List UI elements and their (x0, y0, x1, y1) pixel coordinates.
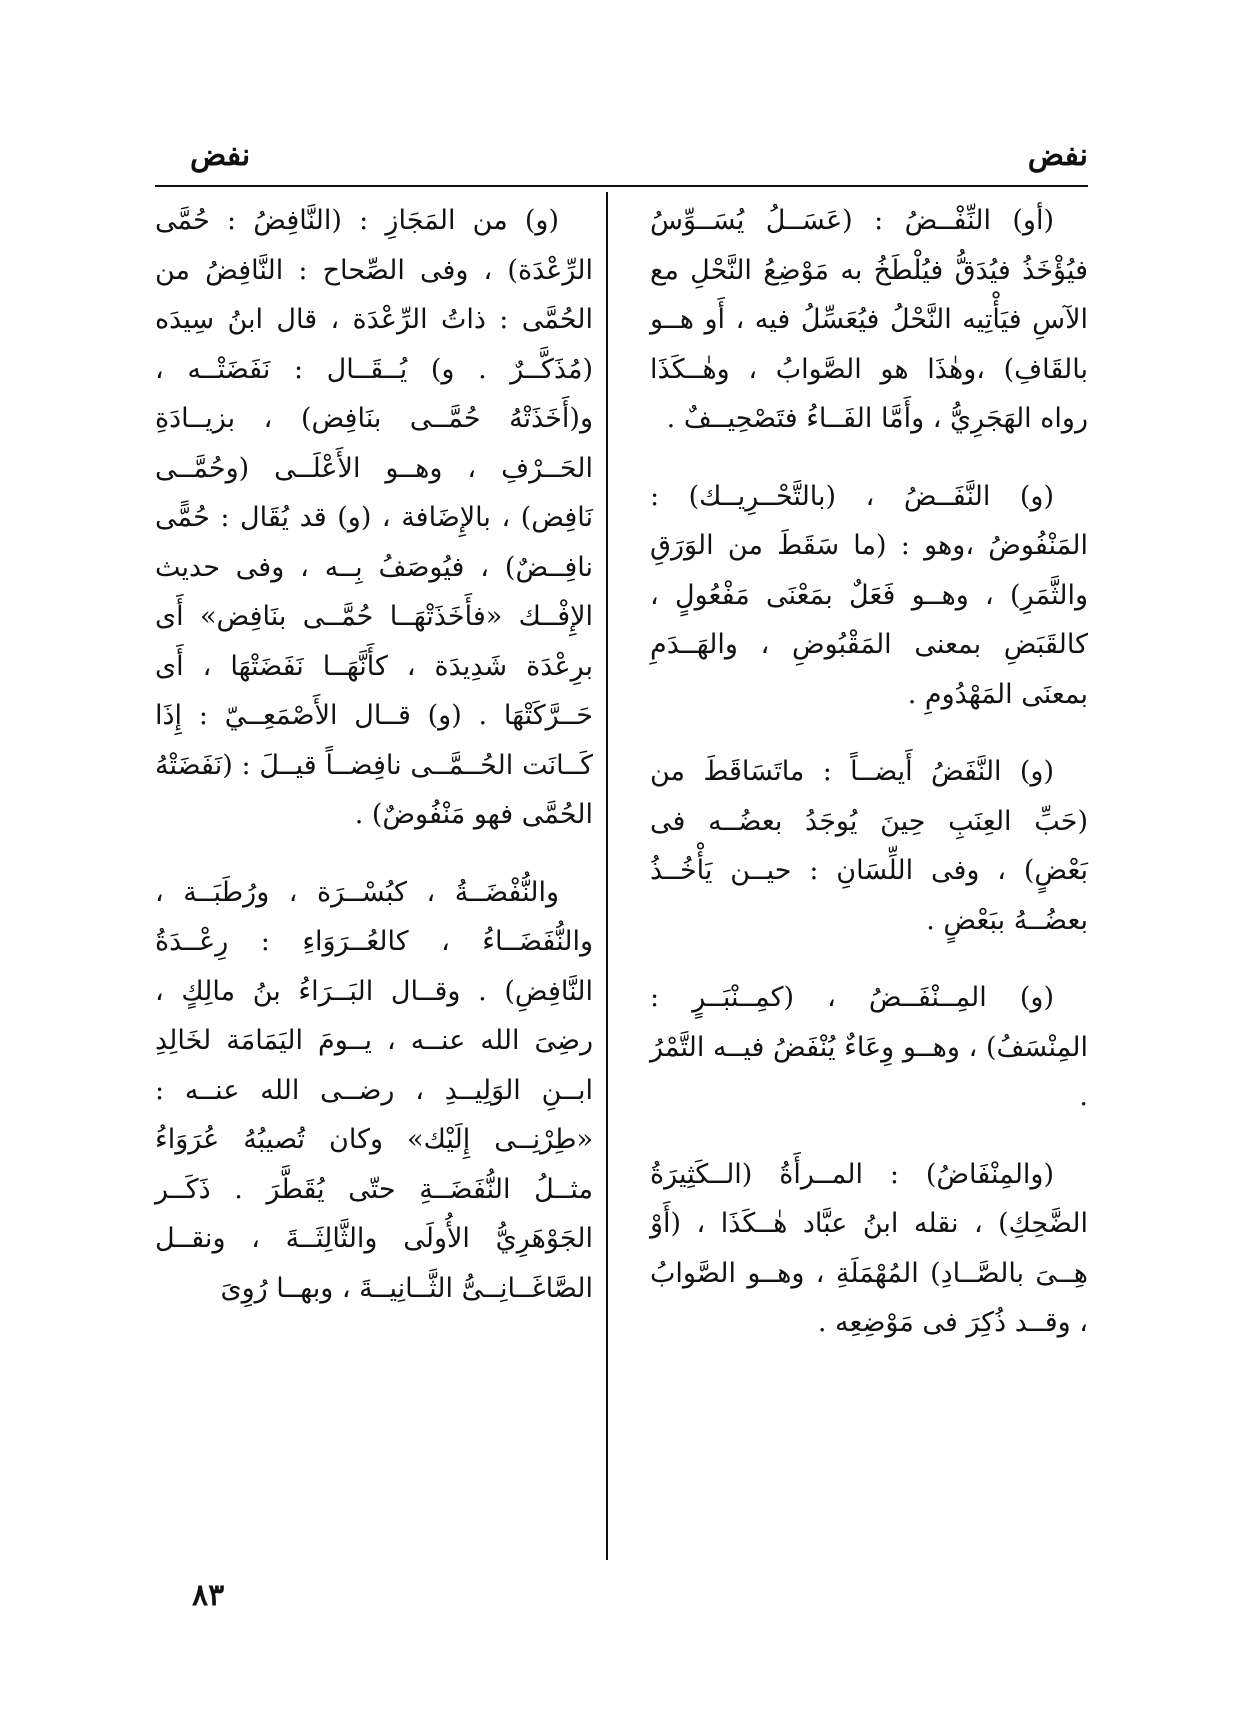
column-divider (606, 192, 608, 1560)
right-column (650, 196, 1088, 1376)
entry-paragraph: (و) من المَجَازِ : (النَّافِضُ : حُمَّى الرِّعْدَة) ، وفى الصِّحاح : النَّافِضُ من الحُمَّى : ذاتُ الرِّعْدَة ، قال ابنُ سِيدَه (مُذَكَّــرٌ . و) يُــقَــال : نَفَضَتْــه ، و(أَخَذَتْهُ حُمَّــى بنَافِض) ، بزيــادَةِ الحَــرْفِ ، وهــو الأَعْلَــى (وحُمَّــى نَافِض) ، بالإِضَافة ، (و) قد يُقَال : حُمًّى نافِــضٌ) ، فيُوصَفُ بِــه ، وفى حديث الإِفْــك «فأَخَذَتْهَــا حُمَّــى بنَافِض» أَى برِعْدَة شَدِيدَة ، كأَنَّهَــا نَفَضَتْهَا ، أَى حَــرَّكَتْهَا . (و) قــال الأَصْمَعِــيّ : إِذَا كَــانَت الحُــمَّــى نافِضــاً قيــلَ : (نَفَضَتْهُ الحُمَّى فهو مَنْفُوضٌ) . (155, 205, 593, 830)
entry-paragraph: (و) النَّفَضُ أَيضــاً : ماتَسَاقَطَ من (حَبِّ العِنَبِ حِينَ يُوجَدُ بعضُــه فى بَعْضٍ) ، وفى اللِّسَانِ : حيــن يَأْخُــذُ بعضُــهُ ببَعْضٍ . (650, 756, 1088, 936)
header-rule (155, 185, 1088, 187)
entry-paragraph: (أو) النِّفْــضُ : (عَسَــلُ يُسَــوِّسُ فيُؤْخَذُ فيُدَقُّ فيُلْطَخُ به مَوْضِعُ النَّحْلِ مع الآسِ فيَأْتِيه النَّحْلُ فيُعَسِّلُ فيه ، أَو هــو بالقَافِ) ،وهٰذَا هو الصَّوابُ ، وهٰــكَذَا رواه الهَجَرِيُّ ، وأَمَّا الفَــاءُ فتَصْحِيــفٌ . (650, 205, 1088, 434)
running-header-right: نفض (1027, 138, 1088, 173)
page-number: ٨٣ (192, 1578, 225, 1613)
entry-paragraph: والنُّفْضَــةُ ، كبُسْــرَة ، ورُطَبَــة ، والنُّفَضَــاءُ ، كالعُــرَوَاءِ : رِعْــدَةُ النَّافِضِ) . وقــال البَــرَاءُ بنُ مالِكٍ ، رضِىَ الله عنــه ، يــومَ اليَمَامَة لخَالِدِ ابــنِ الوَلِيــدِ ، رضــى الله عنــه : «طِرْنِــى إِلَيْك» وكان تُصيبُهُ عُرَوَاءُ مثــلُ النُّفَضَــةِ حتّى يُقَطَّرَ . ذَكَــر الجَوْهَرِيُّ الأُولَى والثَّالِثَــةَ ، ونقــل الصَّاغَــانِــىُّ الثَّــانِيــةَ ، وبهــا رُوِىَ (155, 876, 593, 1304)
entry-paragraph: (و) المِــنْفَــضُ ، (كمِــنْبَــرٍ : المِنْسَفُ) ، وهــو وِعَاءٌ يُنْفَضُ فيــه التَّمْرُ . (650, 982, 1088, 1112)
entry-paragraph: (و) النَّفَــضُ ، (بالتَّحْــرِيــك) : المَنْفُوضُ ،وهو : (ما سَقَطَ من الوَرَقِ والثَّمَرِ) ، وهــو فَعَلٌ بمَعْنَى مَفْعُولٍ ، كالقَبَضِ بمعنى المَقْبُوضِ ، والهَــدَمِ بمعنَى المَهْدُومِ . (650, 480, 1088, 710)
running-header-left: نفض (190, 138, 251, 173)
entry-paragraph: (والمِنْفَاضُ) : المــرأَةُ (الــكَثِيرَةُ الضَّحِكِ) ، نقله ابنُ عبَّاد هٰــكَذَا ، (أَوْ هِــىَ بالصَّــادِ) المُهْمَلَةِ ، وهــو الصَّوابُ ، وقــد ذُكِرَ فى مَوْضِعِه . (650, 1158, 1088, 1338)
left-column (155, 196, 593, 1341)
